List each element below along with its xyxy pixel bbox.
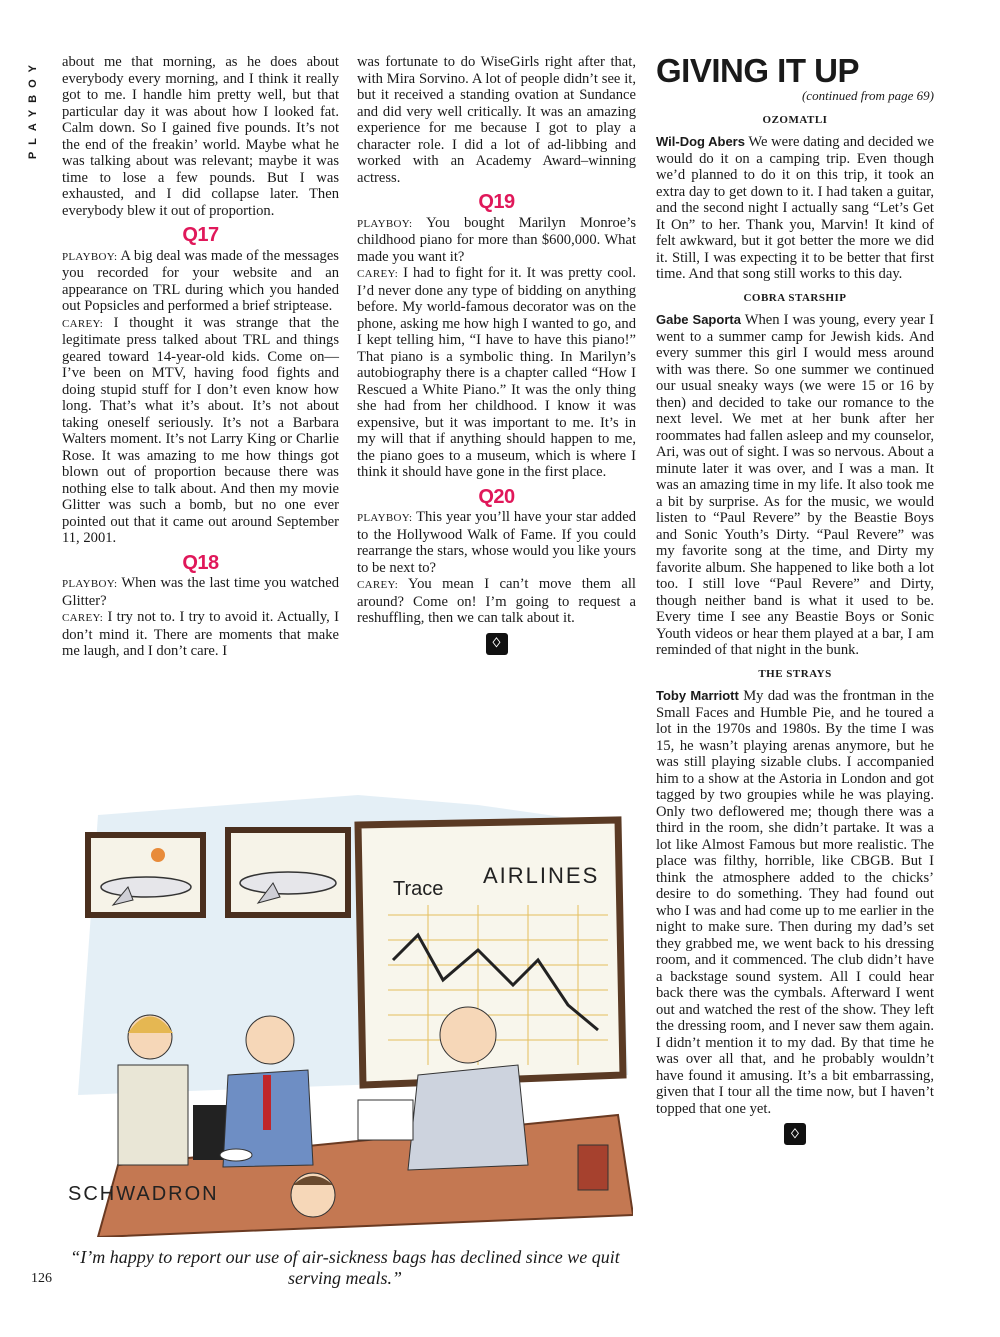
question-19-heading: Q19 (478, 191, 515, 213)
cartoon-signature: SCHWADRON (68, 1183, 219, 1205)
section-title: GIVING IT UP (656, 52, 860, 89)
airplane-picture-middle (228, 830, 348, 915)
carey-lead: CAREY: (357, 268, 399, 280)
column-3 (656, 54, 934, 1145)
carey-lead: CAREY: (357, 579, 399, 591)
q17-carey-answer: CAREY: I thought it was strange that the legitimate press talked about TRL and things geared toward 14-year-old kids. Come on—I’ve been on MTV, having food fights and doing stupid stuff for I don’t even know how long. That’s what it’s about. It’s not about taking oneself seriously. It’s not a Barbara Walters moment. It’s not Larry King or Charlie Rose. It was amazing to me how things got blown out of proportion because there was nothing else to talk about. And then my movie Glitter was such a bomb, but no one ever pointed out that it came out around September 11, 2001. (62, 314, 339, 546)
foreground-man-character (291, 1173, 335, 1217)
carey-lead: CAREY: (62, 317, 104, 330)
carey-lead: CAREY: (62, 612, 104, 624)
question-20-heading: Q20 (478, 485, 515, 508)
story-toby-marriott: Toby Marriott My dad was the frontman in the Small Faces and Humble Pie, and he toured a lot in the 1970s and 1980s. By the time I was 15, he wasn’t playing arenas anymore, but he was still playing sizable clubs. I accompanied him to a show at the Astoria in London and got tagged by two groupies while he was playing. Only two deflowered me; though there was a third in the room, she didn’t partake. It was a lot like Almost Famous but more realistic. The place was filthy, horrible, like CBGB. But I think the atmosphere added to the chicks’ desire to do something. They had found out who I was and had come up to me earlier in the night to make sure. Then during my dad’s set they grabbed me, we went back to his dressing room, and it commenced. The club didn’t have a backstage sound system. All I could hear back there was the cymbals. Afterward I went out and watched the rest of the show. They left the dressing room, and I never saw them again. I didn’t mention it to my dad. By that time he was over all that, and he probably wouldn’t have found it amusing. It’s a bit embarrassing, given that I tour all the time now, but I haven’t topped that one yet. (656, 688, 934, 1117)
column-2 (357, 54, 636, 655)
continued-note: (continued from page 69) (801, 88, 934, 103)
story-wil-dog-abers: Wil-Dog Abers We were dating and decided we would do it on a camping trip. Even though we’d planned to do it on this trip, it took an extra day to get down to it. I had taken a guitar, and the second night I actually sang “Let’s Get It On” to her. Thank you, Marvin! It kind of felt awkward, but it got better the more we did it. Still, I was expecting it to be better that first time. And that song still works to this day. (656, 134, 934, 282)
speaker-name: Gabe Saporta (656, 312, 741, 327)
playboy-lead: PLAYBOY: (357, 217, 413, 230)
magazine-sidebar-label: PLAYBOY (27, 58, 39, 160)
chart-sign-left: Trace (393, 878, 444, 900)
playboy-lead: PLAYBOY: (62, 250, 118, 263)
col1-intro-paragraph: about me that morning, as he does about everybody every morning, and I think it really got to me. I handle him pretty well, but that particular day it was about how I looked fat. Calm down. So I gained five pounds. It’s not the end of the freakin’ world. Maybe what he was talking about was relevant; maybe it was time to lose a few pounds. But I was exhausted, and I did collapse later. Then everybody blew it out of proportion. (62, 54, 339, 219)
airplane-picture-left (88, 835, 203, 915)
cartoon-caption: “I’m happy to report our use of air-sickness bags has declined since we quit serving meals.” (70, 1247, 620, 1288)
band-heading-the-strays: THE STRAYS (758, 667, 832, 680)
q20-playboy-question: PLAYBOY: This year you’ll have your star added to the Hollywood Walk of Fame. If you could rearrange the stars, whose would you like yours to be next to? (357, 509, 636, 576)
q17-playboy-question: PLAYBOY: A big deal was made of the messages you recorded for your website and an appearance on TRL during which you handed out Popsicles and performed a brief striptease. (62, 247, 339, 314)
q20-carey-answer: CAREY: You mean I can’t move them all around? Come on! I’m going to request a reshuffling, then we can talk about it. (357, 576, 636, 626)
chart-sign-right: AIRLINES (483, 863, 600, 888)
band-heading-cobra-starship: COBRA STARSHIP (743, 291, 847, 304)
question-17-heading: Q17 (182, 224, 219, 246)
playboy-bunny-end-icon: ♢ (784, 1123, 806, 1145)
playboy-bunny-end-icon: ♢ (486, 633, 508, 655)
q18-carey-answer: CAREY: I try not to. I try to avoid it. Actually, I don’t mind it. There are moments that make me laugh, and I don’t care. I (62, 609, 339, 659)
speaker-name: Toby Marriott (656, 688, 739, 703)
page-number: 126 (31, 1271, 52, 1286)
speaker-name: Wil-Dog Abers (656, 134, 745, 149)
q18-playboy-question: PLAYBOY: When was the last time you watched Glitter? (62, 575, 339, 609)
story-gabe-saporta: Gabe Saporta When I was young, every year I went to a summer camp for Jewish kids. And every summer this girl I would mess around with was there. So one summer we continued our usual sneaky ways (we were 15 or 16 by then) and decided to take our romance to the next level. We met at her bunk after her roommates had fallen asleep and my counselor, Ari, was out of sight. I was so nervous. About a minute later it was over, and I was a man. It was an amazing time in my life. It also took me a bit by surprise. As for the music, we would listen to “Paul Revere” by the Beastie Boys and Sonic Youth’s Dirty. “Paul Revere” was my favorite song at the time, and Dirty my favorite album. She happened to like both a lot too. I still love “Paul Revere” and Dirty, though neither band is what it used to be. Every time I see any Beastie Boys or Sonic Youth videos or hear them played at a bar, I am reminded of that night in the bunk. (656, 312, 934, 658)
playboy-lead: PLAYBOY: (357, 512, 413, 524)
band-heading-ozomatli: OZOMATLI (762, 113, 828, 126)
col2-intro-paragraph: was fortunate to do WiseGirls right after that, with Mira Sorvino. A lot of people didn’t see it, but it received a standing ovation at Sundance and did very well critically. It was an amazing experience for me because I got to play a character role. I did a lot of ad-libbing and worked with an Academy Award–winning actress. (357, 54, 636, 186)
playboy-lead: PLAYBOY: (62, 578, 118, 590)
q19-playboy-question: PLAYBOY: You bought Marilyn Monroe’s childhood piano for more than $600,000. What made you want it? (357, 214, 636, 265)
q19-carey-answer: CAREY: I had to fight for it. It was pretty cool. I’d never done any type of bidding on anything before. My world-famous decorator was on the phone, asking me how high I wanted to go, and I kept telling him, “I have to have this piano!” That piano is a symbolic thing. In Marilyn’s autobiography there is a chapter called “How I Rescued a White Piano.” It was the only thing she had from her childhood. I know it was expensive, but it was important to me. It’s in my will that if anything should happen to me, the piano goes to a museum, which is where I think it should have gone in the first place. (357, 265, 636, 480)
column-1 (62, 54, 339, 660)
question-18-heading: Q18 (182, 551, 219, 574)
cartoon-illustration (58, 775, 633, 1237)
